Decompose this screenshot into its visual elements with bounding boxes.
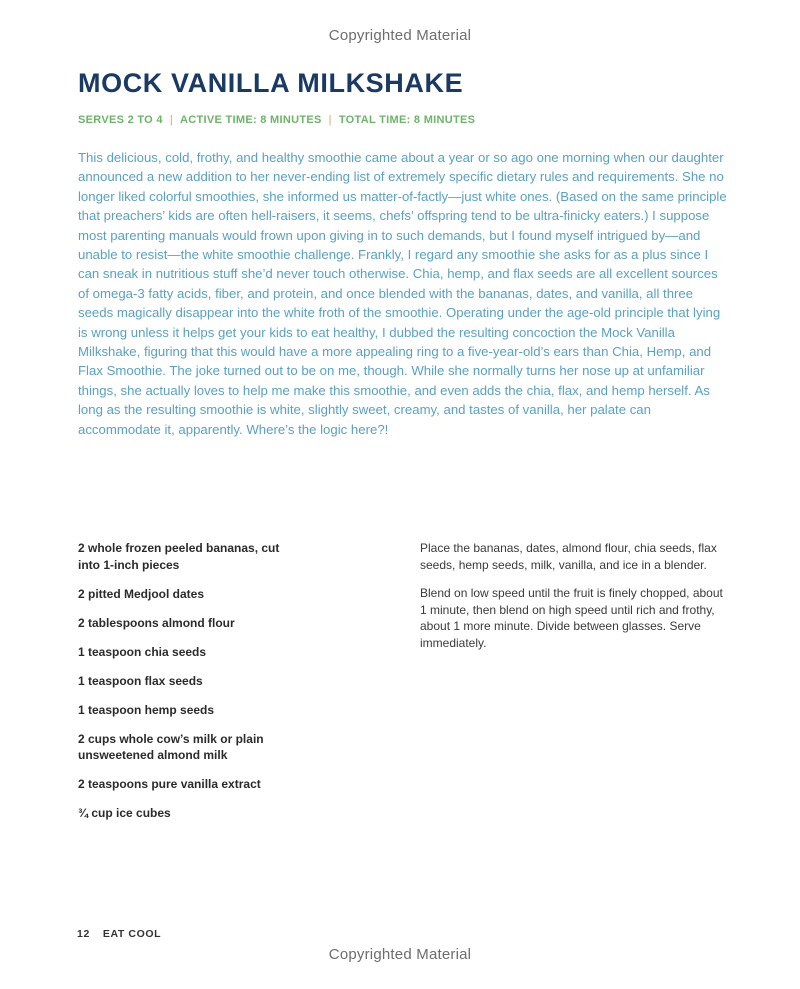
ingredient-item: 2 cups whole cow’s milk or plain unsweetened almond milk — [78, 731, 264, 762]
copyright-watermark-bottom: Copyrighted Material — [328, 946, 472, 963]
recipe-intro: This delicious, cold, frothy, and healthy smoothie came about a year or so ago one morning when our daughter announced a new addition to her never-ending list of extremely specific dietary rules and requirements. She no longer liked colorful smoothies, she informed us matter-of-factly—just white ones. (Based on the same principle that preachers’ kids are often hell-raisers, it seems, chefs’ offspring tend to be ultra-finicky eaters.) I suppose most parenting manuals would frown upon giving in to such demands, but I found myself intrigued by—and unable to resist—the white smoothie challenge. Frankly, I regard any smoothie she asks for as a plus since I can sneak in nutritious stuff she’d never touch otherwise. Chia, hemp, and flax seeds are all excellent sources of omega-3 fatty acids, fiber, and protein, and once blended with the bananas, dates, and vanilla, all three seeds magically disappear into the white froth of the smoothie. Operating under the age-old principle that lying is wrong unless it helps get your kids to eat healthy, I dubbed the resulting concoction the Mock Vanilla Milkshake, figuring that this would have a more appealing ring to a five-year-old’s ears than Chia, Hemp, and Flax Smoothie. The joke turned out to be on me, though. While she normally turns her nose up at unfamiliar things, she actually loves to help me make this smoothie, and even adds the chia, flax, and hemp herself. As long as the resulting smoothie is white, slightly sweet, creamy, and tastes of vanilla, her palate can accommodate it, apparently. Where’s the logic here?! — [78, 150, 727, 437]
method-step: Blend on low speed until the fruit is finely chopped, about 1 minute, then blend on high speed until rich and frothy, about 1 more minute. Divide between glasses. Serve immediately. — [420, 586, 723, 650]
method-step: Place the bananas, dates, almond flour, chia seeds, flax seeds, hemp seeds, milk, vanilla, and ice in a blender. — [420, 541, 717, 572]
method-steps — [420, 540, 725, 663]
ingredient-item: ¾ cup ice cubes — [78, 806, 171, 820]
page-number: 12 — [77, 928, 90, 940]
total-time-label: TOTAL TIME: 8 MINUTES — [338, 114, 476, 126]
ingredient-item: 2 whole frozen peeled bananas, cut into 1-inch pieces — [78, 541, 280, 572]
book-title: EAT COOL — [102, 928, 162, 940]
recipe-title: MOCK VANILLA MILKSHAKE — [78, 68, 464, 98]
recipe-meta — [78, 114, 475, 126]
ingredient-item: 1 teaspoon chia seeds — [78, 644, 207, 659]
ingredient-item: 2 tablespoons almond flour — [78, 615, 235, 630]
meta-separator: | — [169, 114, 173, 126]
ingredient-item: 2 pitted Medjool dates — [78, 586, 205, 601]
meta-separator: | — [328, 114, 332, 126]
copyright-watermark-top: Copyrighted Material — [328, 27, 472, 44]
ingredient-item: 1 teaspoon flax seeds — [78, 673, 203, 688]
ingredient-item: 2 teaspoons pure vanilla extract — [78, 777, 261, 791]
page-footer — [77, 928, 161, 940]
ingredient-item: 1 teaspoon hemp seeds — [78, 702, 215, 717]
ingredient-list — [78, 540, 293, 834]
active-time-label: ACTIVE TIME: 8 MINUTES — [179, 114, 322, 126]
serves-label: SERVES 2 TO 4 — [78, 114, 163, 126]
